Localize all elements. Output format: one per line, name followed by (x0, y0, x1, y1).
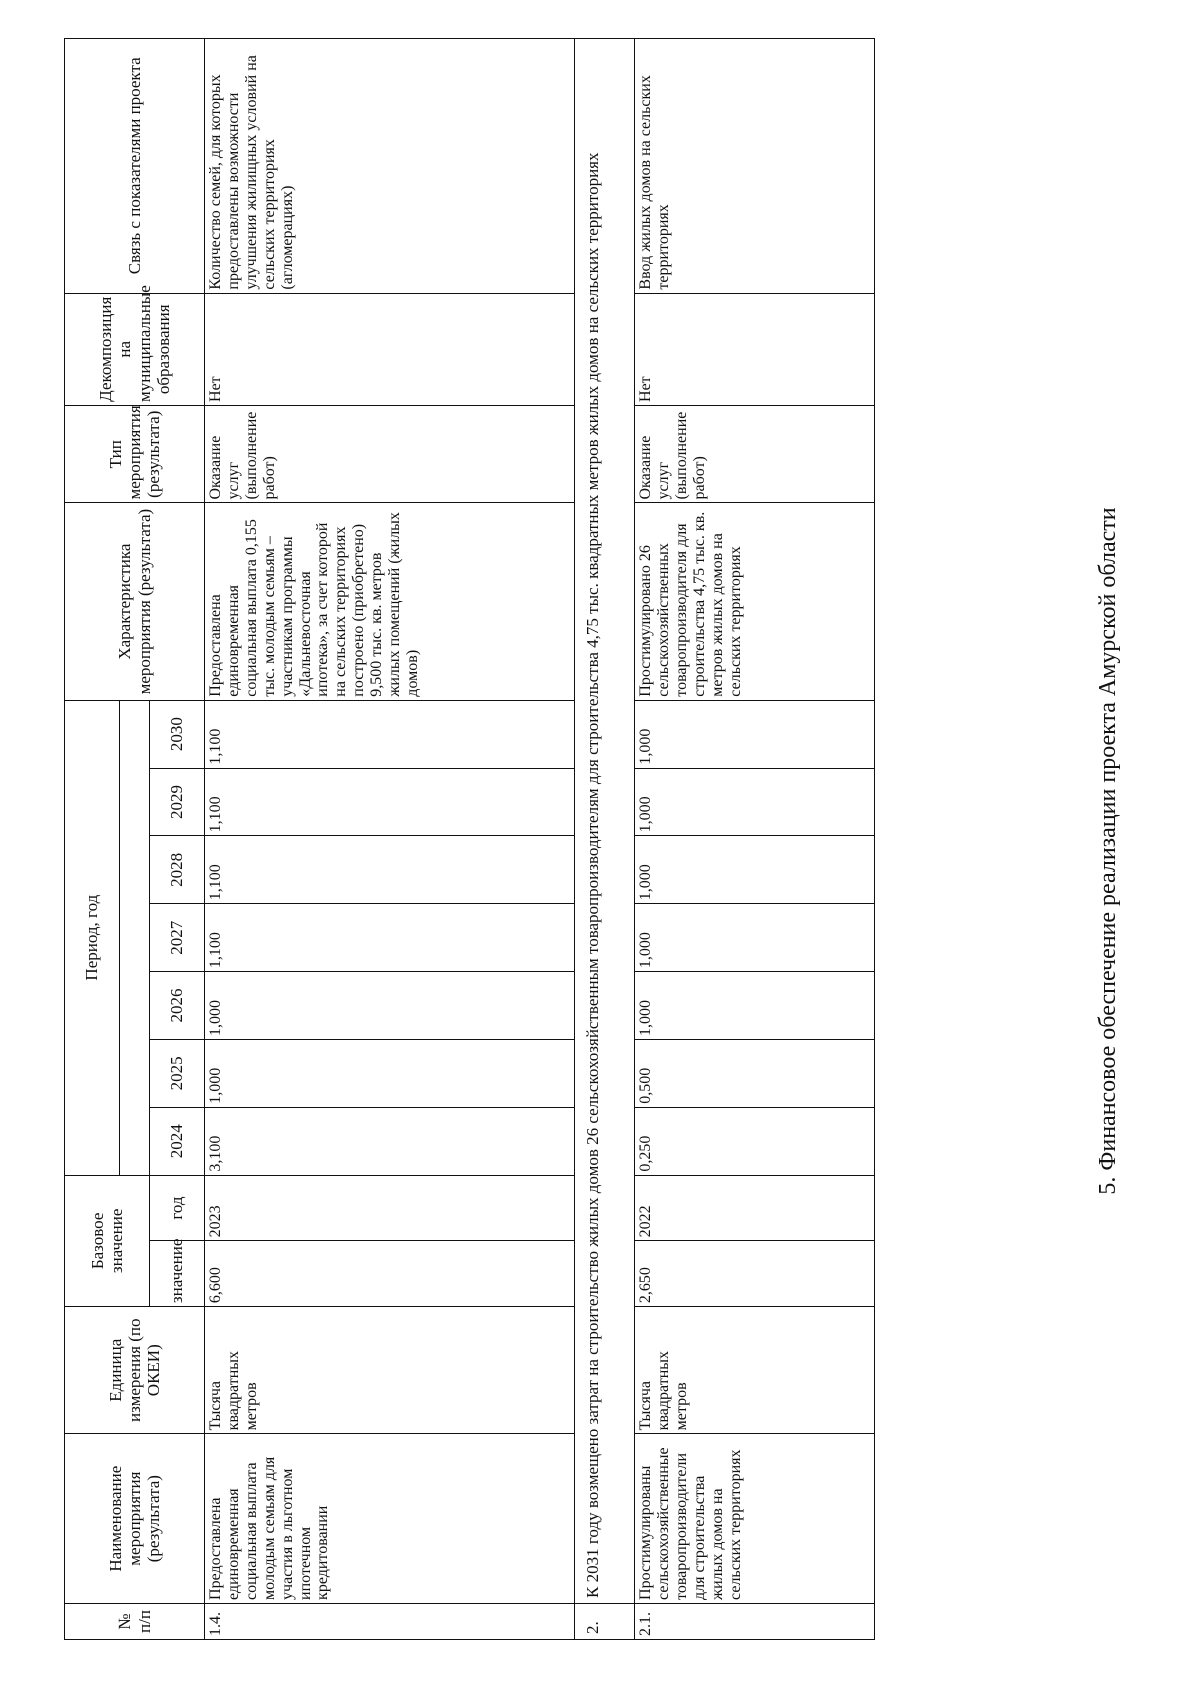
col-header-name: Наименование мероприятия (результата) (65, 1434, 205, 1604)
col-header-characteristic: Характеристика мероприятия (результата) (65, 503, 205, 700)
row-year-value: 1,000 (635, 972, 875, 1040)
col-header-year: 2027 (150, 904, 205, 972)
col-header-year: 2025 (150, 1039, 205, 1107)
row-name: Предоставлена единовременная социальная выплата молодым семьям для участия в льготном ипотечном кредитовании (205, 1434, 575, 1604)
row-year-value: 1,100 (205, 768, 575, 836)
row-characteristic: Простимулировано 26 сельскохозяйственных товаропроизводителя для строительства 4,75 тыс. кв. метров жилых домов на сельских территориях (635, 503, 875, 700)
row-year-value: 1,000 (635, 836, 875, 904)
row-characteristic: Предоставлена единовременная социальная выплата 0,155 тыс. молодым семьям – участникам программы «Дальневосточная ипотека», за счет которой на сельских территориях построено (приобретено) 9,500 тыс. кв. метров жилых помещений (жилых домов) (205, 503, 575, 700)
section-row (575, 39, 635, 1640)
row-year-value: 1,100 (205, 700, 575, 768)
row-num: 1.4. (205, 1603, 575, 1639)
row-type: Оказание услуг (выполнение работ) (205, 405, 575, 503)
col-header-year: 2024 (150, 1107, 205, 1175)
col-header-link: Связь с показателями проекта (65, 39, 205, 294)
row-num: 2.1. (635, 1603, 875, 1639)
row-base-value: 2,650 (635, 1241, 875, 1307)
row-unit: Тысяча квадратных метров (205, 1307, 575, 1434)
row-link: Количество семей, для которых предоставлены возможности улучшения жилищных условий на сельских территориях (агломерациях) (205, 39, 575, 294)
col-header-base-value: значение (150, 1241, 205, 1307)
row-year-value: 1,000 (635, 904, 875, 972)
col-header-decomposition: Декомпозиция на муниципальные образования (65, 293, 205, 405)
col-header-type: Тип мероприятия (результата) (65, 405, 205, 503)
row-decomposition: Нет (205, 293, 575, 405)
col-header-base-year: год (150, 1175, 205, 1241)
row-year-value: 0,250 (635, 1107, 875, 1175)
row-year-value: 0,500 (635, 1039, 875, 1107)
row-year-value: 1,100 (205, 904, 575, 972)
section-text: К 2031 году возмещено затрат на строительство жилых домов 26 сельскохозяйственным товаропроизводителям для строительства 4,75 тыс. квадратных метров жилых домов на сельских территориях (575, 39, 635, 1604)
row-year-value: 1,000 (635, 768, 875, 836)
row-link: Ввод жилых домов на сельских территориях (635, 39, 875, 294)
col-header-year: 2029 (150, 768, 205, 836)
col-header-year: 2030 (150, 700, 205, 768)
row-year-value: 1,000 (635, 700, 875, 768)
col-header-period: Период, год (65, 700, 120, 1175)
row-year-value: 1,000 (205, 972, 575, 1040)
col-header-base: Базовое значение (65, 1175, 150, 1306)
row-type: Оказание услуг (выполнение работ) (635, 405, 875, 503)
row-base-year: 2023 (205, 1175, 575, 1241)
row-year-value: 1,100 (205, 836, 575, 904)
row-base-value: 6,600 (205, 1241, 575, 1307)
col-header-unit: Единица измерения (по ОКЕИ) (65, 1307, 205, 1434)
table-row (205, 39, 575, 1640)
row-name: Простимулированы сельскохозяйственные товаропроизводители для строительства жилых домов на сельских территориях (635, 1434, 875, 1604)
section-caption: 5. Финансовое обеспечение реализации проекта Амурской области (1095, 507, 1121, 1195)
col-header-year: 2026 (150, 972, 205, 1040)
row-year-value: 3,100 (205, 1107, 575, 1175)
period-spacer (120, 700, 150, 1175)
row-year-value: 1,000 (205, 1039, 575, 1107)
results-table (64, 38, 875, 1640)
col-header-num: № п/п (65, 1603, 205, 1639)
row-decomposition: Нет (635, 293, 875, 405)
table-row (635, 39, 875, 1640)
row-unit: Тысяча квадратных метров (635, 1307, 875, 1434)
row-base-year: 2022 (635, 1175, 875, 1241)
col-header-year: 2028 (150, 836, 205, 904)
section-num: 2. (575, 1603, 635, 1639)
